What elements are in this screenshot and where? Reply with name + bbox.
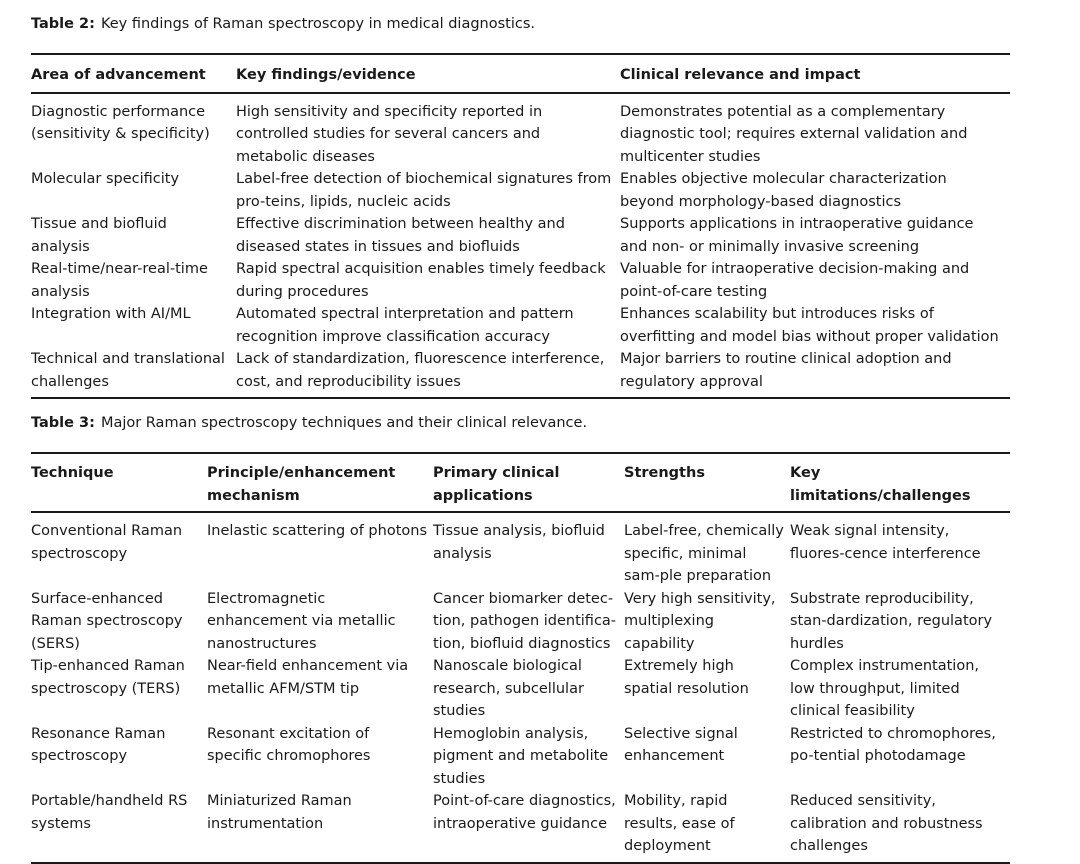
table3-cell: Mobility, rapid results, ease of deployment (624, 793, 735, 854)
table2-cell: Real-time/near-real-time analysis (31, 261, 208, 300)
table2-caption-text: Key findings of Raman spectroscopy in medical diagnostics. (100, 16, 536, 32)
table2-cell: Enables objective molecular characterization beyond morphology-based diagnostics (620, 171, 947, 210)
table2-cell: Technical and translational challenges (31, 351, 225, 390)
table2-cell: Effective discrimination between healthy and diseased states in tissues and biofluids (236, 216, 565, 255)
table3-cell: Extremely high spatial resolution (624, 658, 749, 697)
table3-cell: Restricted to chromophores, po-tential photodamage (790, 725, 996, 764)
table3-header-row (31, 453, 1010, 512)
table3-cell: Complex instrumentation, low throughput, limited clinical feasibility (790, 658, 980, 719)
table2-cell: Automated spectral interpretation and pattern recognition improve classification accuracy (236, 306, 574, 345)
table-row (31, 655, 1010, 723)
table3-cell: Very high sensitivity, multiplexing capability (624, 590, 776, 652)
table2-cell: Label-free detection of biochemical signatures from pro-teins, lipids, nucleic acids (236, 171, 612, 210)
table2-caption (31, 14, 535, 34)
table3-cell: Point-of-care diagnostics, intraoperative guidance (433, 793, 616, 832)
table2-cell: Integration with AI/ML (31, 306, 191, 322)
table-row (31, 303, 1010, 348)
table-row (31, 168, 1010, 213)
table3-cell: Reduced sensitivity, calibration and robustness challenges (790, 793, 983, 854)
table-row (31, 512, 1010, 588)
table3-caption-label: Table 3: (31, 415, 95, 431)
table3-header-cell: Technique (31, 465, 114, 481)
table3-header-cell: Strengths (624, 465, 705, 481)
table3-cell: Portable/handheld RS systems (31, 793, 188, 832)
table3-caption (31, 413, 587, 433)
table3-cell: Cancer biomarker detec-tion, pathogen identifica-tion, biofluid diagnostics (433, 590, 617, 652)
table-row (31, 348, 1010, 398)
table2-cell: Major barriers to routine clinical adoption and regulatory approval (620, 351, 952, 390)
table-row (31, 93, 1010, 169)
table3-cell: Miniaturized Raman instrumentation (207, 793, 352, 832)
table3-cell: Hemoglobin analysis, pigment and metabolite studies (433, 725, 609, 787)
table3-header-cell: Principle/enhancement mechanism (207, 465, 396, 504)
table3-cell: Tissue analysis, biofluid analysis (433, 523, 605, 562)
table2-cell: Supports applications in intraoperative guidance and non- or minimally invasive screening (620, 216, 974, 255)
table-row (31, 723, 1010, 791)
table3-cell: Label-free, chemically specific, minimal sam-ple preparation (624, 523, 784, 584)
table2-cell: Tissue and biofluid analysis (31, 216, 167, 255)
table3-cell: Inelastic scattering of photons (207, 523, 427, 539)
table2-header-cell: Area of advancement (31, 67, 206, 83)
table3 (31, 452, 1010, 864)
table-row (31, 790, 1010, 863)
table2 (31, 53, 1010, 399)
table3-cell: Nanoscale biological research, subcellular studies (433, 658, 584, 719)
table2-cell: Valuable for intraoperative decision-making and point-of-care testing (620, 261, 970, 300)
table3-cell: Weak signal intensity, fluores-cence interference (790, 523, 981, 562)
table2-cell: High sensitivity and specificity reported in controlled studies for several cancers and metabolic diseases (236, 103, 543, 165)
table2-cell: Lack of standardization, fluorescence interference, cost, and reproducibility issues (236, 351, 605, 390)
table3-cell: Resonance Raman spectroscopy (31, 725, 166, 764)
table3-cell: Resonant excitation of specific chromophores (207, 725, 371, 764)
table3-header-cell: Primary clinical applications (433, 465, 560, 504)
table3-cell: Electromagnetic enhancement via metallic nanostructures (207, 590, 396, 652)
table-row (31, 213, 1010, 258)
table2-cell: Molecular specificity (31, 171, 180, 187)
table-row (31, 588, 1010, 656)
table3-cell: Surface-enhanced Raman spectroscopy (SERS) (31, 590, 183, 652)
table3-cell: Substrate reproducibility, stan-dardization, regulatory hurdles (790, 590, 993, 652)
table3-header-cell: Key limitations/challenges (790, 465, 971, 504)
table2-header-cell: Key findings/evidence (236, 67, 416, 83)
table3-caption-text: Major Raman spectroscopy techniques and their clinical relevance. (100, 415, 588, 431)
table2-cell: Enhances scalability but introduces risks of overfitting and model bias without proper validation (620, 306, 999, 345)
table-row (31, 258, 1010, 303)
table2-header-cell: Clinical relevance and impact (620, 67, 861, 83)
table2-cell: Diagnostic performance (sensitivity & specificity) (31, 103, 210, 142)
table3-cell: Selective signal enhancement (624, 725, 738, 764)
table3-cell: Conventional Raman spectroscopy (31, 523, 183, 562)
table3-cell: Near-field enhancement via metallic AFM/STM tip (207, 658, 409, 697)
table2-cell: Demonstrates potential as a complementary diagnostic tool; requires external validation and multicenter studies (620, 103, 968, 165)
table2-header-row (31, 54, 1010, 93)
table3-cell: Tip-enhanced Raman spectroscopy (TERS) (31, 658, 185, 697)
table2-cell: Rapid spectral acquisition enables timely feedback during procedures (236, 261, 606, 300)
table2-caption-label: Table 2: (31, 16, 95, 32)
